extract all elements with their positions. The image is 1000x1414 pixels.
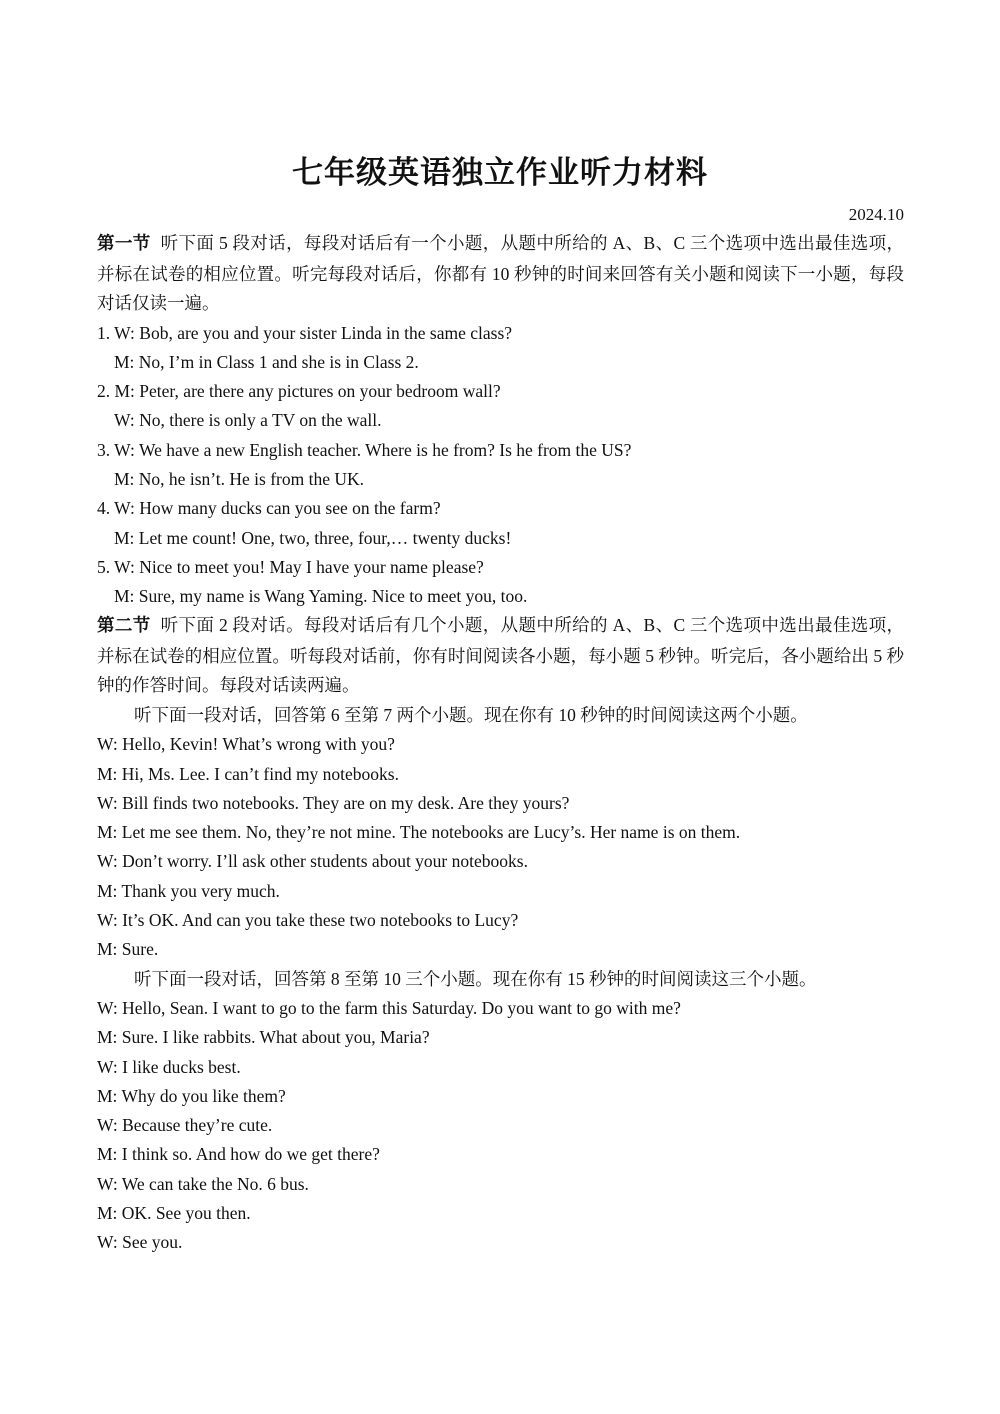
dialog-line: M: Sure. — [97, 939, 159, 960]
dialog-line: 1. W: Bob, are you and your sister Linda in the same class? — [97, 322, 513, 343]
dialog-line: M: No, I’m in Class 1 and she is in Class 2. — [114, 351, 419, 372]
dialog-line: M: Let me see them. No, they’re not mine. The notebooks are Lucy’s. Her name is on them. — [97, 822, 741, 843]
dialog-line: W: Don’t worry. I’ll ask other students about your notebooks. — [97, 851, 528, 872]
section1-heading: 第一节 — [97, 234, 151, 254]
dialog-line: M: Why do you like them? — [97, 1085, 286, 1106]
dialog-line: 3. W: We have a new English teacher. Where is he from? Is he from the US? — [97, 439, 632, 460]
dialog-line: M: Let me count! One, two, three, four,… twenty ducks! — [114, 527, 512, 548]
dialog1-lines — [97, 730, 904, 964]
dialog-line: W: Bill finds two notebooks. They are on my desk. Are they yours? — [97, 792, 570, 813]
dialog-line: W: I like ducks best. — [97, 1056, 241, 1077]
section2-instructions — [97, 611, 904, 701]
dialog-line: 4. W: How many ducks can you see on the farm? — [97, 498, 441, 519]
dialog-line: W: Hello, Kevin! What’s wrong with you? — [97, 734, 395, 755]
section2-heading: 第二节 — [97, 616, 151, 637]
dialog2-lines — [97, 994, 904, 1258]
section2-instructions-text: 听下面 2 段对话。每段对话后有几个小题，从题中所给的 A、B、C 三个选项中选出最佳选项，并标在试卷的相应位置。听每段对话前，你有时间阅读各小题，每小题 5 秒钟。听完后，各小题给出 5 秒钟的作答时间。每段对话读两遍。 — [97, 615, 905, 696]
section1-instructions — [97, 229, 904, 319]
dialog1-intro: 听下面一段对话，回答第 6 至第 7 两个小题。现在你有 10 秒钟的时间阅读这两个小题。 — [134, 704, 808, 725]
dialog-line: 5. W: Nice to meet you! May I have your name please? — [97, 556, 484, 577]
dialog-line: M: Hi, Ms. Lee. I can’t find my notebooks. — [97, 763, 399, 784]
dialog-line: W: See you. — [97, 1232, 183, 1253]
dialog-line: W: Hello, Sean. I want to go to the farm this Saturday. Do you want to go with me? — [97, 997, 681, 1018]
section1-instructions-text: 听下面 5 段对话，每段对话后有一个小题，从题中所给的 A、B、C 三个选项中选出最佳选项，并标在试卷的相应位置。听完每段对话后，你都有 10 秒钟的时间来回答有关小题和阅读下一小题，每段对话仅读一遍。 — [97, 233, 905, 313]
document-body — [97, 229, 904, 1258]
dialog2-intro: 听下面一段对话，回答第 8 至第 10 三个小题。现在你有 15 秒钟的时间阅读这三个小题。 — [134, 968, 817, 989]
dialog-line: W: Because they’re cute. — [97, 1115, 273, 1136]
dialog-line: M: OK. See you then. — [97, 1203, 251, 1224]
dialog-line: M: No, he isn’t. He is from the UK. — [114, 468, 364, 489]
section1-dialogs — [97, 319, 904, 612]
page-title: 七年级英语独立作业听力材料 — [292, 155, 708, 191]
dialog-line: W: No, there is only a TV on the wall. — [114, 410, 382, 431]
dialog-line: M: Sure. I like rabbits. What about you, Maria? — [97, 1027, 430, 1048]
dialog-line: W: We can take the No. 6 bus. — [97, 1173, 309, 1194]
dialog-line: M: Thank you very much. — [97, 880, 280, 901]
dialog-line: W: It’s OK. And can you take these two notebooks to Lucy? — [97, 910, 519, 931]
dialog-line: M: Sure, my name is Wang Yaming. Nice to meet you, too. — [114, 586, 528, 607]
document-date: 2024.10 — [848, 205, 904, 224]
dialog-line: M: I think so. And how do we get there? — [97, 1144, 380, 1165]
dialog-line: 2. M: Peter, are there any pictures on your bedroom wall? — [97, 381, 501, 402]
